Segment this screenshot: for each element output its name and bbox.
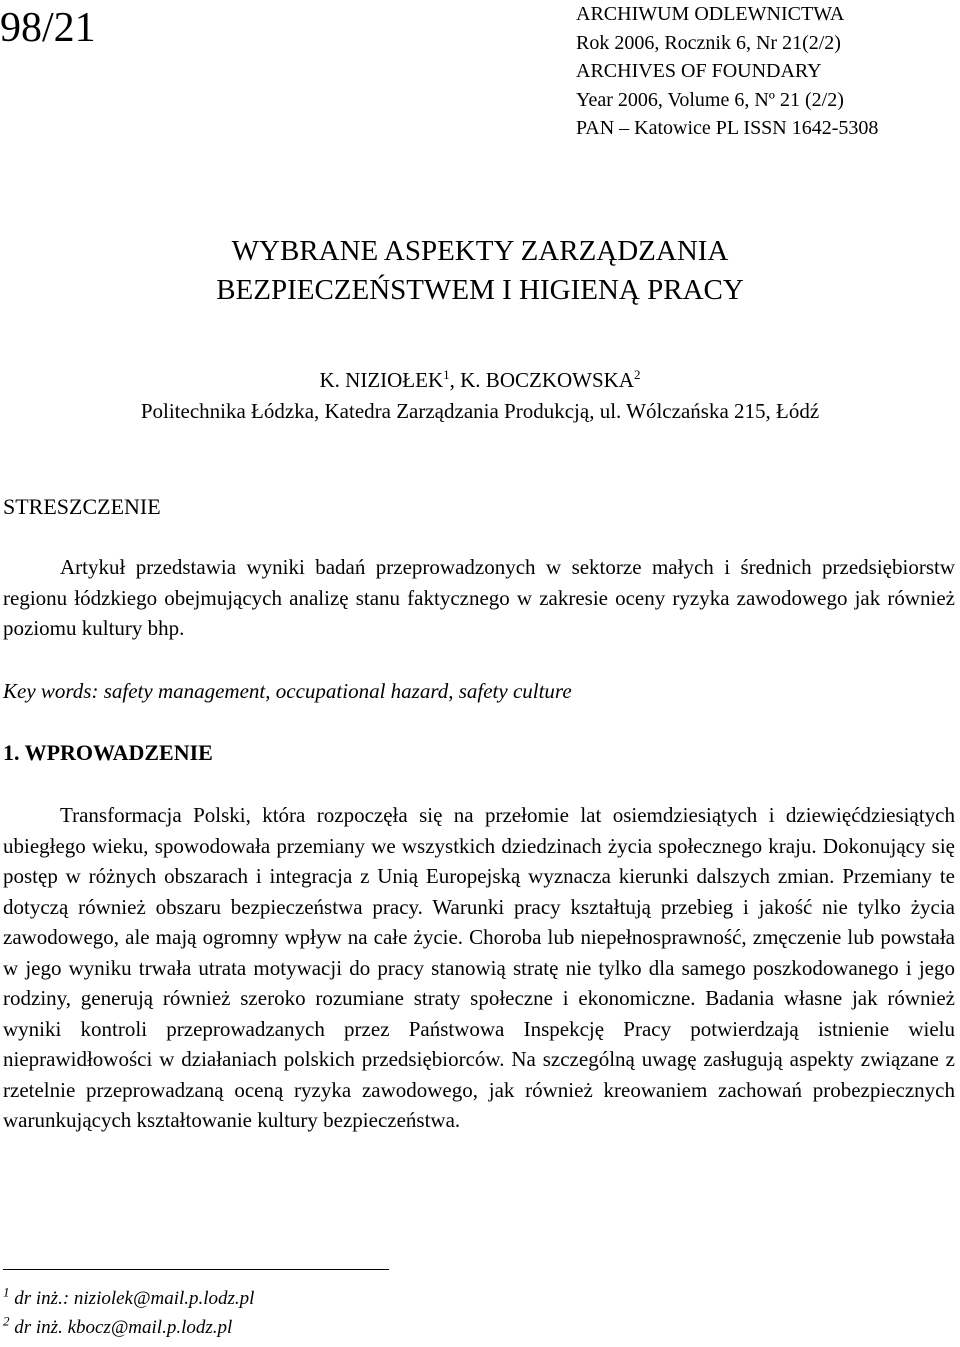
journal-info xyxy=(576,0,878,143)
footnote-number: 1 xyxy=(3,1284,10,1300)
journal-line: ARCHIVES OF FOUNDARY xyxy=(576,60,822,82)
footnote xyxy=(3,1313,254,1342)
footnote-number: 2 xyxy=(3,1313,10,1329)
abstract-heading: STRESZCZENIE xyxy=(3,494,161,519)
author-name: K. NIZIOŁEK xyxy=(319,368,444,392)
affiliation: Politechnika Łódzka, Katedra Zarządzania Produkcją, ul. Wólczańska 215, Łódź xyxy=(140,399,820,423)
section-body: Transformacja Polski, która rozpoczęła się na przełomie lat osiemdziesiątych i dziewięćdziesiątych ubiegłego wieku, spowodowała przemiany we wszystkich dziedzinach życia społecznego kraju. Dokonujący się postęp w różnych obszarach i integracja z Unią Europejską wyznacza kierunki dalszych zmian. Przemiany te dotyczą również obszaru bezpieczeństwa pracy. Warunki pracy kształtują przebieg i jakość nie tylko życia zawodowego, ale mają ogromny wpływ na całe życie. Choroba lub niepełnosprawność, zmęczenie lub powstała w jego wyniku trwała utrata motywacji do pracy stanowią stratę nie tylko dla samego poszkodowanego i jego rodziny, generują również szeroko rozumiane straty społeczne i ekonomiczne. Badania własne jak również wyniki kontroli przeprowadzanych przez Państwowa Inspekcję Pracy potwierdzają istnienie wielu nieprawidłowości w działaniach polskich przedsiębiorców. Na szczególną uwagę zasługują aspekty związane z rzetelnie przeprowadzaną oceną ryzyka zawodowego, jak również kreowaniem zachowań probezpiecznych warunkujących kształtowanie kultury bezpieczeństwa. xyxy=(3,803,955,1132)
paper-title xyxy=(0,232,960,310)
title-line: WYBRANE ASPEKTY ZARZĄDZANIA xyxy=(231,235,729,267)
footnote-rule xyxy=(3,1269,389,1270)
footnote-mark: 1 xyxy=(443,367,450,382)
journal-line: ARCHIWUM ODLEWNICTWA xyxy=(576,3,845,25)
keywords: Key words: safety management, occupational hazard, safety culture xyxy=(3,679,572,703)
authors-block xyxy=(0,365,960,427)
footnote-text: dr inż.: niziolek@mail.p.lodz.pl xyxy=(14,1288,255,1309)
footnotes xyxy=(3,1284,254,1342)
title-line: BEZPIECZEŃSTWEM I HIGIENĄ PRACY xyxy=(216,274,744,306)
author-name: K. BOCZKOWSKA xyxy=(460,368,634,392)
author-separator: , xyxy=(449,368,461,392)
abstract-body: Artykuł przedstawia wyniki badań przeprowadzonych w sektorze małych i średnich przedsiębiorstw regionu łódzkiego obejmujących analizę stanu faktycznego w zakresie oceny ryzyka zawodowego jak również poziomu kultury bhp. xyxy=(3,555,955,640)
section-text xyxy=(3,800,955,1136)
journal-line: PAN – Katowice PL ISSN 1642-5308 xyxy=(576,117,879,139)
journal-line: Year 2006, Volume 6, Nº 21 (2/2) xyxy=(576,88,844,111)
journal-line: Rok 2006, Rocznik 6, Nr 21(2/2) xyxy=(576,31,841,54)
footnote xyxy=(3,1284,254,1313)
document-number: 98/21 xyxy=(0,5,96,51)
abstract-text xyxy=(3,552,955,644)
author-names xyxy=(0,365,960,396)
footnote-mark: 2 xyxy=(633,367,641,382)
footnote-text: dr inż. kbocz@mail.p.lodz.pl xyxy=(14,1317,233,1338)
section-heading: 1. WPROWADZENIE xyxy=(3,740,213,765)
